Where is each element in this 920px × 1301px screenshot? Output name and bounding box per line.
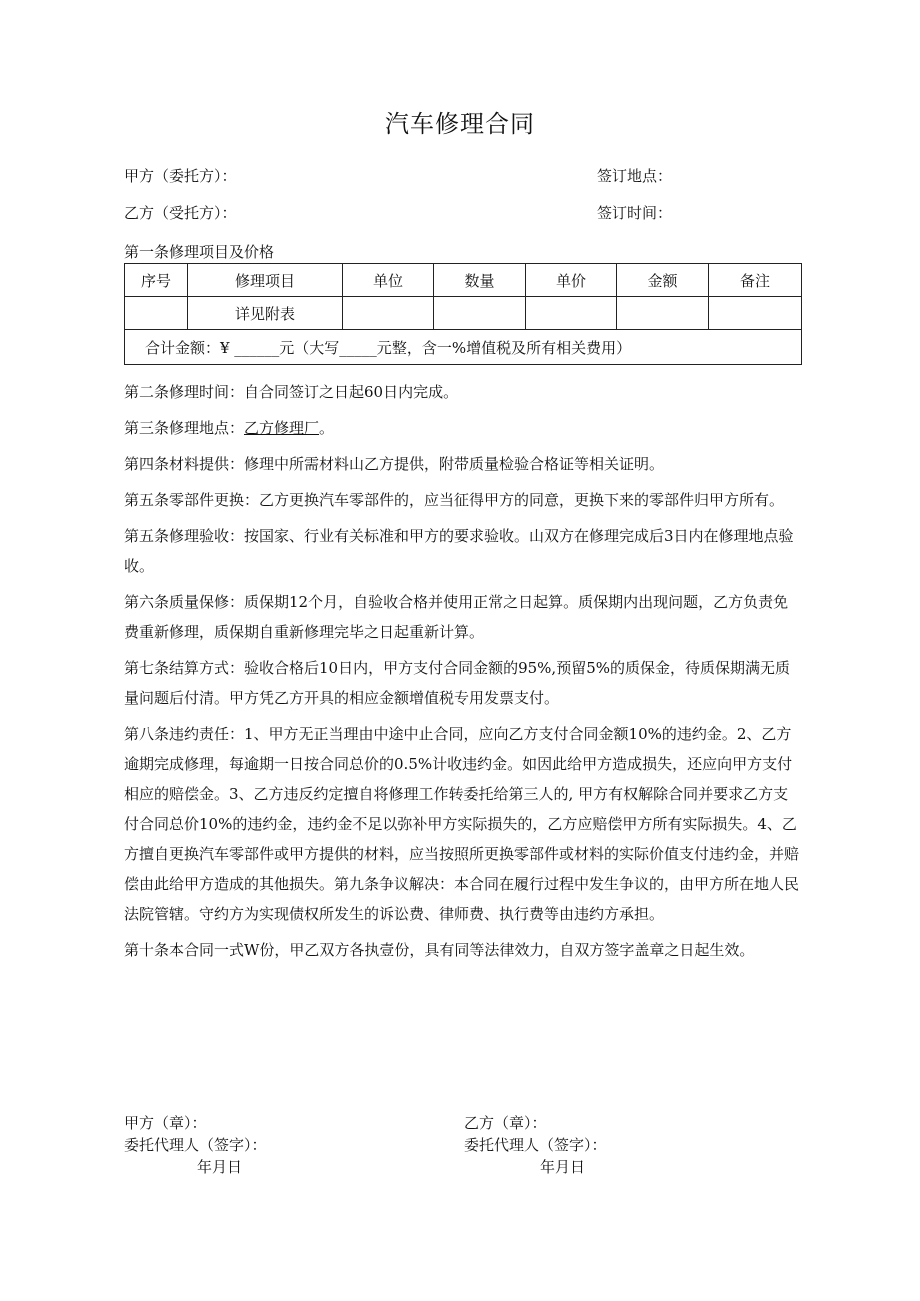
clause-5b: 第五条修理验收：按国家、行业有关标准和甲方的要求验收。山双方在修理完成后3日内在修理地点验收。 bbox=[124, 527, 794, 575]
clause-3 bbox=[124, 413, 802, 443]
table-row bbox=[125, 297, 802, 330]
repair-items-table bbox=[124, 263, 802, 365]
party-b-agent: 委托代理人（签字）： bbox=[464, 1136, 607, 1154]
clause-3-suffix: 。 bbox=[319, 419, 335, 437]
contract-body bbox=[124, 377, 802, 971]
table-header-cell: 金额 bbox=[617, 264, 709, 297]
table-header-row bbox=[125, 264, 802, 297]
party-b-date: 年月日 bbox=[540, 1158, 586, 1176]
table-total-row bbox=[125, 330, 802, 365]
table-cell bbox=[434, 297, 526, 330]
table-cell bbox=[709, 297, 802, 330]
table-header-cell: 修理项目 bbox=[188, 264, 343, 297]
clause-6: 第六条质量保修：质保期12个月，自验收合格并使用正常之日起算。质保期内出现问题，乙方负责免费重新修理，质保期自重新修理完毕之日起重新计算。 bbox=[124, 593, 789, 641]
party-a-label: 甲方（委托方）： bbox=[124, 167, 237, 185]
total-amount: 合计金额：¥ ______元（大写_____元整，含一%增值税及所有相关费用） bbox=[125, 330, 802, 365]
clause-8: 第八条违约责任：1、甲方无正当理由中途中止合同，应向乙方支付合同金额10%的违约金。2、乙方逾期完成修理，每逾期一日按合同总价的0.5%计收违约金。如因此给甲方造成损失，还应向甲方支付相应的赔偿金。3、乙方违反约定擅自将修理工作转委托给第三人的, 甲方有权解除合同并要求乙方支付合同总价10%的违约金，违约金不足以弥补甲方实际损失的，乙方应赔偿甲方所有实际损失。4、乙方擅自更换汽车零部件或甲方提供的材料，应当按照所更换零部件或材料的实际价值支付违约金，并赔偿由此给甲方造成的其他损失。第九条争议解决：本合同在履行过程中发生争议的，由甲方所在地人民法院管辖。守约方为实现债权所发生的诉讼费、律师费、执行费等由违约方承担。 bbox=[124, 725, 800, 923]
party-a-date: 年月日 bbox=[197, 1158, 243, 1176]
clause-3-prefix: 第三条修理地点： bbox=[124, 419, 245, 437]
clause-5a: 第五条零部件更换：乙方更换汽车零部件的，应当征得甲方的同意，更换下来的零部件归甲方所有。 bbox=[124, 491, 785, 509]
party-a-agent: 委托代理人（签字）： bbox=[124, 1136, 267, 1154]
clause-3-place: 乙方修理厂 bbox=[244, 419, 320, 437]
table-header-cell: 数量 bbox=[434, 264, 526, 297]
table-cell bbox=[617, 297, 709, 330]
table-cell bbox=[125, 297, 188, 330]
clause-2: 第二条修理时间：自合同签订之日起60日内完成。 bbox=[124, 383, 459, 401]
party-a-seal: 甲方（章）： bbox=[124, 1114, 207, 1132]
table-cell: 详见附表 bbox=[188, 297, 343, 330]
clause-7: 第七条结算方式：验收合格后10日内，甲方支付合同金额的95%,预留5%的质保金，待质保期满无质量问题后付清。甲方凭乙方开具的相应金额增值税专用发票支付。 bbox=[124, 659, 790, 707]
clause-10: 第十条本合同一式W份，甲乙双方各执壹份，具有同等法律效力，自双方签字盖章之日起生效。 bbox=[124, 941, 755, 959]
party-b-seal: 乙方（章）： bbox=[464, 1114, 547, 1132]
table-cell bbox=[343, 297, 434, 330]
table-header-cell: 单价 bbox=[526, 264, 617, 297]
sign-time-label: 签订时间： bbox=[597, 204, 673, 222]
document-title: 汽车修理合同 bbox=[385, 110, 535, 138]
table-header-cell: 单位 bbox=[343, 264, 434, 297]
party-b-label: 乙方（受托方）： bbox=[124, 204, 237, 222]
table-cell bbox=[526, 297, 617, 330]
section1-heading: 第一条修理项目及价格 bbox=[124, 243, 275, 261]
table-header-cell: 备注 bbox=[709, 264, 802, 297]
sign-place-label: 签订地点： bbox=[597, 167, 673, 185]
table-header-cell: 序号 bbox=[125, 264, 188, 297]
clause-4: 第四条材料提供：修理中所需材料山乙方提供，附带质量检验合格证等相关证明。 bbox=[124, 455, 665, 473]
